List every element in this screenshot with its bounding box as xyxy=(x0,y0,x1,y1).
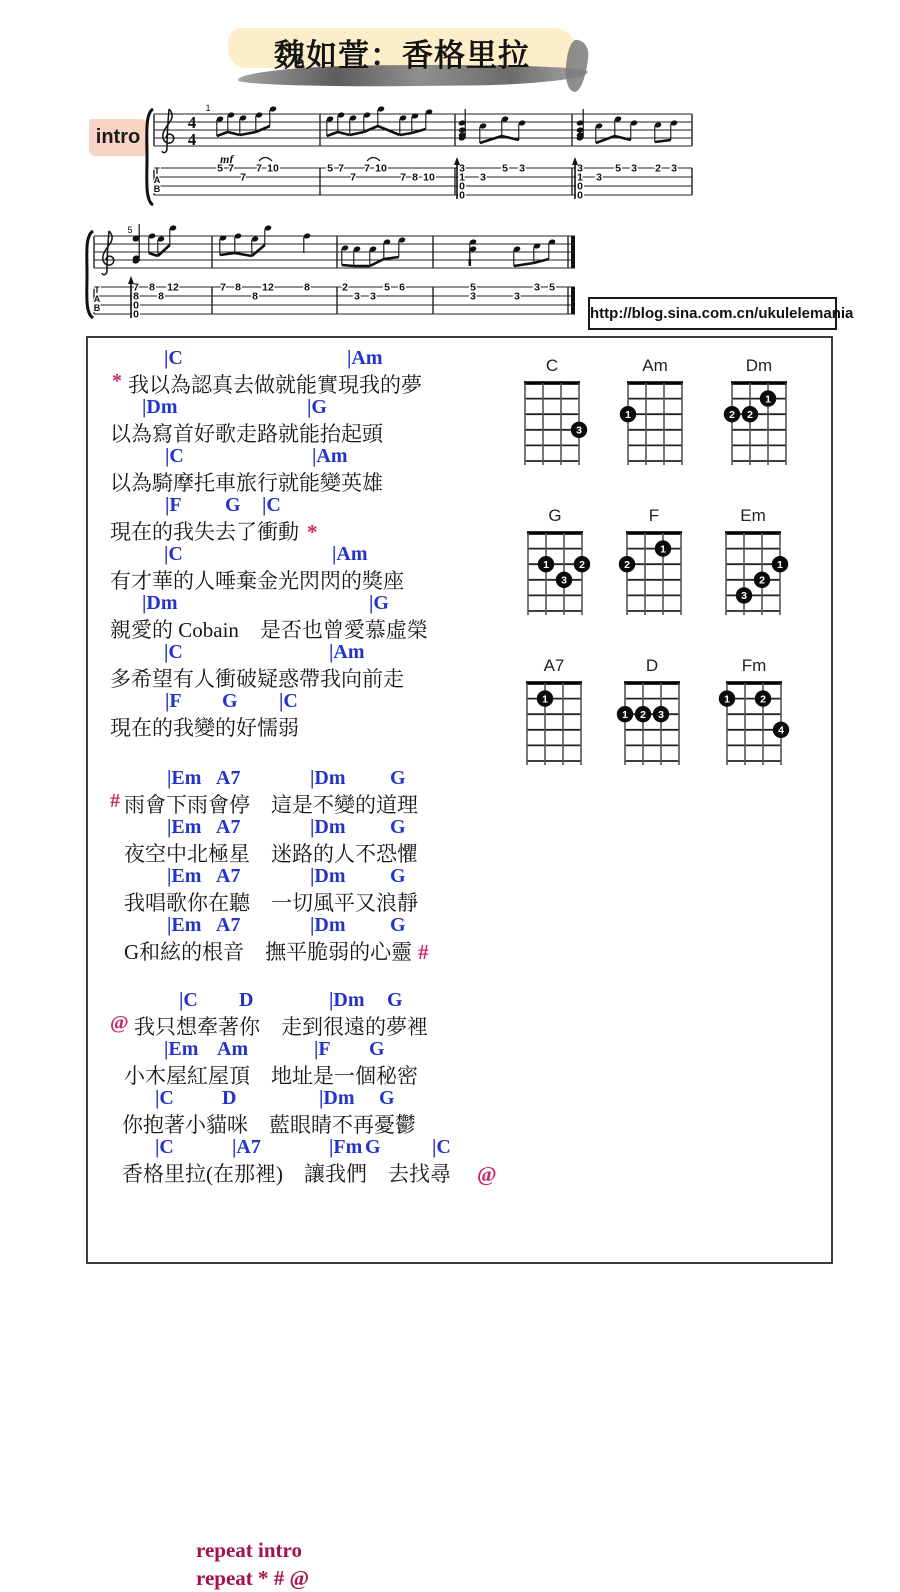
lyric-text: 親愛的 Cobain 是否也曾愛慕虛榮 xyxy=(110,618,428,642)
tab-fret-number: 7 xyxy=(256,162,262,175)
lyric-text: 我只想牽著你 走到很遠的夢裡 xyxy=(134,1015,428,1039)
tab-fret-number: 12 xyxy=(167,281,179,294)
chord-name: C xyxy=(545,356,559,375)
chord-diagram-G xyxy=(508,506,602,587)
chord-label: |Am xyxy=(312,445,348,467)
chord-label: |C xyxy=(432,1136,451,1158)
tab-fret-number: 1 xyxy=(459,171,465,184)
lyric-row xyxy=(110,1158,610,1185)
tab-fret-number: 2 xyxy=(655,162,661,175)
slide-arc xyxy=(259,158,272,162)
tab-fret-number: 3 xyxy=(459,162,465,175)
repeat-symbols-line: repeat * # @ xyxy=(196,1566,310,1590)
chord-label: |Em xyxy=(167,865,202,887)
fretboard-grid xyxy=(505,379,599,475)
tab-fret-number: 6 xyxy=(399,281,405,294)
time-signature-top: 4 xyxy=(187,113,197,132)
tab-fret-number: 2 xyxy=(342,281,348,294)
lyric-text: 小木屋紅屋頂 地址是一個秘密 xyxy=(124,1064,418,1088)
measure-number: 5 xyxy=(127,225,133,235)
section-marker: # xyxy=(110,790,120,812)
chord-label: |Dm xyxy=(310,816,346,838)
section-marker: # xyxy=(418,940,429,964)
chord-name: A7 xyxy=(543,656,565,675)
tab-fret-number: 0 xyxy=(459,180,465,193)
chord-label: |Em xyxy=(167,767,202,789)
finger-number: 3 xyxy=(561,574,567,587)
chord-diagram-D xyxy=(605,656,699,721)
intro-label: intro xyxy=(89,119,147,156)
lyric-row xyxy=(110,1109,610,1136)
finger-number: 2 xyxy=(747,409,753,421)
tab-fret-number: 8 xyxy=(252,290,258,303)
chord-label: G xyxy=(369,1038,385,1060)
tab-fret-number: 7 xyxy=(364,162,370,175)
finger-number: 1 xyxy=(625,409,631,421)
chord-label: G xyxy=(390,816,406,838)
chord-diagram-Dm xyxy=(712,356,806,421)
system-bracket xyxy=(147,109,153,205)
tab-fret-number: 0 xyxy=(577,189,583,202)
lyric-section xyxy=(110,767,610,963)
chord-label: |Am xyxy=(347,347,383,369)
fretboard-grid xyxy=(507,679,601,775)
chord-label: |C xyxy=(262,494,281,516)
chord-name: Am xyxy=(642,356,668,375)
chord-label: |F xyxy=(165,690,182,712)
fretboard-grid xyxy=(712,379,806,475)
finger-number: 1 xyxy=(542,693,548,706)
tab-fret-number: 5 xyxy=(502,162,508,175)
chord-label: |Em xyxy=(167,816,202,838)
chord-label: A7 xyxy=(216,816,241,838)
tab-fret-number: 0 xyxy=(133,308,139,321)
tab-fret-number: 3 xyxy=(577,162,583,175)
finger-number: 3 xyxy=(741,590,747,603)
lyric-row xyxy=(110,789,610,816)
tab-fret-number: 7 xyxy=(240,171,246,184)
finger-number: 2 xyxy=(760,693,766,706)
lyric-text: 我唱歌你在聽 一切風平又浪靜 xyxy=(124,891,418,915)
chord-name: G xyxy=(548,506,562,525)
fretboard-grid xyxy=(706,529,800,625)
tab-fret-number: 10 xyxy=(267,162,279,175)
tab-staff xyxy=(94,287,575,314)
page-title: 魏如萱：香格里拉 xyxy=(274,38,530,73)
chord-row xyxy=(110,1136,610,1158)
chord-label: |G xyxy=(307,396,327,418)
chord-label: |Em xyxy=(167,914,202,936)
chord-label: G xyxy=(390,767,406,789)
tab-fret-number: 7 xyxy=(133,281,139,294)
tab-fret-number: 3 xyxy=(370,290,376,303)
repeat-block xyxy=(196,1536,309,1592)
tab-fret-number: 0 xyxy=(577,180,583,193)
lyric-text: 現在的我變的好懦弱 xyxy=(110,716,299,740)
chord-row xyxy=(110,1038,610,1060)
chord-label: |C xyxy=(179,989,198,1011)
lyric-text: 雨會下雨會停 這是不變的道理 xyxy=(124,793,418,817)
tab-fret-number: 3 xyxy=(671,162,677,175)
tab-fret-number: 8 xyxy=(412,171,418,184)
chord-diagram-Am xyxy=(608,356,702,421)
finger-number: 1 xyxy=(543,559,549,571)
chord-diagram-Fm xyxy=(707,656,801,737)
fretboard-grid xyxy=(707,679,801,775)
finger-number: 1 xyxy=(660,543,666,556)
chord-label: |Em xyxy=(164,1038,199,1060)
chord-diagram-F xyxy=(607,506,701,571)
time-signature-bottom: 4 xyxy=(187,130,197,149)
chord-name: D xyxy=(645,656,659,675)
lyric-text: 你抱著小貓咪 藍眼睛不再憂鬱 xyxy=(122,1113,416,1137)
chord-label: |F xyxy=(314,1038,331,1060)
fretboard-grid xyxy=(605,679,699,775)
chord-label: |Dm xyxy=(319,1087,355,1109)
lyric-row xyxy=(110,838,610,865)
chord-name: Dm xyxy=(745,356,773,375)
staff-notes xyxy=(216,106,678,143)
chord-name: Em xyxy=(740,506,766,525)
finger-number: 1 xyxy=(765,393,771,406)
url-text[interactable]: http://blog.sina.com.cn/ukulelemania xyxy=(590,305,854,322)
tab-fret-number: 3 xyxy=(480,171,486,184)
chord-label: G xyxy=(390,865,406,887)
chord-row xyxy=(110,989,610,1011)
chord-label: |F xyxy=(165,494,182,516)
tab-fret-number: 7 xyxy=(350,171,356,184)
lyric-text: 夜空中北極星 迷路的人不恐懼 xyxy=(124,842,418,866)
section-marker: @ xyxy=(110,1012,129,1034)
tab-fret-number: 5 xyxy=(470,281,476,294)
url-box[interactable] xyxy=(588,297,854,330)
finger-number: 3 xyxy=(576,424,582,437)
tab-fret-number: 5 xyxy=(384,281,390,294)
chord-label: A7 xyxy=(216,914,241,936)
chord-label: Am xyxy=(217,1038,249,1060)
lyric-text: 以為寫首好歌走路就能抬起頭 xyxy=(110,422,383,446)
chord-label: G xyxy=(379,1087,395,1109)
chord-label: |C xyxy=(155,1087,174,1109)
chord-label: |C xyxy=(165,445,184,467)
fretboard-grid xyxy=(508,529,602,625)
lyric-text: 有才華的人唾棄金光閃閃的獎座 xyxy=(110,569,404,593)
tab-fret-number: 8 xyxy=(133,290,139,303)
tab-fret-number: 3 xyxy=(470,290,476,303)
chord-label: G xyxy=(222,690,238,712)
section-marker: @ xyxy=(477,1162,497,1186)
finger-number: 1 xyxy=(777,559,783,571)
lyric-text: 多希望有人衝破疑惑帶我向前走 xyxy=(110,667,404,691)
lyric-row xyxy=(110,887,610,914)
finger-number: 1 xyxy=(622,709,628,721)
section-marker: * xyxy=(307,520,318,544)
chord-label: |A7 xyxy=(232,1136,261,1158)
chord-label: |C xyxy=(279,690,298,712)
chord-row xyxy=(110,1087,610,1109)
lyric-section xyxy=(110,989,610,1185)
chord-diagram-Em xyxy=(706,506,800,603)
lyric-row xyxy=(110,1011,610,1038)
tab-fret-number: 7 xyxy=(400,171,406,184)
chord-row xyxy=(110,914,610,936)
lyrics-box xyxy=(86,336,833,1590)
tab-fret-number: 0 xyxy=(133,299,139,312)
chord-label: G xyxy=(365,1136,381,1158)
chord-label: |C xyxy=(155,1136,174,1158)
tab-fret-number: 3 xyxy=(596,171,602,184)
tab-fret-number: 3 xyxy=(631,162,637,175)
chord-label: |C xyxy=(164,347,183,369)
tab-fret-number: 7 xyxy=(220,281,226,294)
tab-letter-a: A xyxy=(153,175,161,185)
chord-label: |Dm xyxy=(142,396,178,418)
chord-label: |Dm xyxy=(310,865,346,887)
tab-fret-number: 10 xyxy=(423,171,435,184)
finger-number: 4 xyxy=(778,724,784,737)
finger-number: 3 xyxy=(658,709,664,721)
repeat-intro-line: repeat intro xyxy=(196,1538,302,1562)
finger-number: 2 xyxy=(640,709,646,721)
lyric-text: 現在的我失去了衝動 * xyxy=(110,520,318,544)
tab-fret-number: 12 xyxy=(262,281,274,294)
notation-system-2 xyxy=(80,227,585,329)
lyric-text: 香格里拉(在那裡) 讓我們 去找尋 @ xyxy=(122,1162,497,1186)
finger-number: 2 xyxy=(579,559,585,571)
chord-label: |Dm xyxy=(142,592,178,614)
chord-row xyxy=(110,816,610,838)
section-marker: * xyxy=(112,370,122,392)
chord-label: |Am xyxy=(332,543,368,565)
tab-fret-number: 8 xyxy=(235,281,241,294)
tab-fret-number: 7 xyxy=(228,162,234,175)
measure-number: 1 xyxy=(205,103,211,113)
chord-label: G xyxy=(387,989,403,1011)
tab-fret-number: 8 xyxy=(158,290,164,303)
tab-fret-number: 5 xyxy=(615,162,621,175)
lyric-text: 我以為認真去做就能實現我的夢 xyxy=(128,373,422,397)
tab-fret-number: 5 xyxy=(217,162,223,175)
system-bracket xyxy=(87,231,93,318)
staff-lines xyxy=(94,236,575,268)
chord-label: |Am xyxy=(329,641,365,663)
fretboard-grid xyxy=(607,529,701,625)
chord-label: A7 xyxy=(216,865,241,887)
fretboard-grid xyxy=(608,379,702,475)
lyric-row xyxy=(110,1060,610,1087)
finger-number: 1 xyxy=(724,693,730,706)
chord-label: |G xyxy=(369,592,389,614)
tab-letter-a: A xyxy=(93,294,101,304)
chord-label: A7 xyxy=(216,767,241,789)
tab-fret-number: 7 xyxy=(338,162,344,175)
tab-fret-number: 5 xyxy=(327,162,333,175)
chord-name: F xyxy=(648,506,660,525)
tab-fret-number: 3 xyxy=(519,162,525,175)
tab-fret-number: 0 xyxy=(459,189,465,202)
chord-label: |C xyxy=(164,641,183,663)
notation-system-1 xyxy=(140,104,700,216)
chord-label: D xyxy=(239,989,254,1011)
chord-label: |Dm xyxy=(329,989,365,1011)
chord-diagram-C xyxy=(505,356,599,437)
chord-label: |Dm xyxy=(310,767,346,789)
chord-row xyxy=(110,865,610,887)
chord-label: G xyxy=(390,914,406,936)
lyric-text: G和絃的根音 撫平脆弱的心靈 # xyxy=(124,940,429,964)
tab-fret-number: 8 xyxy=(149,281,155,294)
tab-letter-b: B xyxy=(153,184,161,194)
tab-fret-number: 3 xyxy=(354,290,360,303)
chord-label: |Fm xyxy=(329,1136,363,1158)
tab-fret-number: 10 xyxy=(375,162,387,175)
tab-fret-number: 1 xyxy=(577,171,583,184)
tab-fret-number: 3 xyxy=(514,290,520,303)
tab-fret-number: 3 xyxy=(534,281,540,294)
chord-label: |Dm xyxy=(310,914,346,936)
chord-label: |C xyxy=(164,543,183,565)
lyric-row xyxy=(110,936,610,963)
finger-number: 2 xyxy=(759,574,765,587)
slide-arc xyxy=(367,158,380,162)
chord-name: Fm xyxy=(741,656,767,675)
chord-label: G xyxy=(225,494,241,516)
tab-fret-number: 5 xyxy=(549,281,555,294)
tab-letter-t: T xyxy=(154,166,160,176)
tab-letter-t: T xyxy=(94,285,100,295)
chord-diagram-A7 xyxy=(507,656,601,706)
finger-number: 2 xyxy=(729,409,735,421)
dynamics-mf: mf xyxy=(220,152,234,166)
lyric-text: 以為騎摩托車旅行就能變英雄 xyxy=(110,471,383,495)
tab-letter-b: B xyxy=(93,303,101,313)
tab-fret-number: 8 xyxy=(304,281,310,294)
finger-number: 2 xyxy=(624,559,630,571)
chord-label: D xyxy=(222,1087,237,1109)
